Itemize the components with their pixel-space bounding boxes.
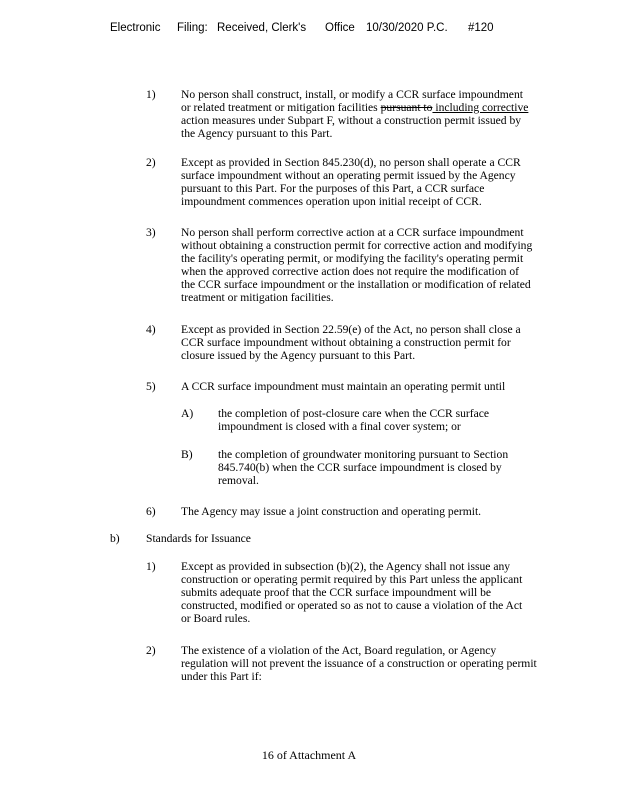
text-line: under this Part if: — [181, 670, 262, 683]
text-line: without obtaining a construction permit for corrective action and modifying — [181, 239, 533, 252]
text-line: the facility's operating permit, or modifying the facility's operating permit — [181, 252, 524, 265]
text-line: construction or operating permit required by this Part unless the applicant — [181, 573, 523, 586]
header-office: Office — [325, 22, 355, 34]
text-line: pursuant to this Part. For the purposes of this Part, a CCR surface — [181, 182, 485, 195]
text-line: closure issued by the Agency pursuant to this Part. — [181, 349, 416, 362]
text-line: 845.740(b) when the CCR surface impoundment is closed by — [218, 461, 502, 474]
paragraph-number: 3) — [146, 226, 156, 239]
text-line — [181, 101, 528, 114]
text-line: Except as provided in Section 845.230(d), no person shall operate a CCR — [181, 156, 521, 169]
text-line: when the approved corrective action does not require the modification of — [181, 265, 520, 278]
paragraph-number: 2) — [146, 644, 156, 657]
text-line: No person shall perform corrective action at a CCR surface impoundment — [181, 226, 524, 239]
text-line: the Agency pursuant to this Part. — [181, 127, 333, 140]
text-line: regulation will not prevent the issuance of a construction or operating permit — [181, 657, 537, 670]
text-line: Except as provided in Section 22.59(e) of the Act, no person shall close a — [181, 323, 521, 336]
text-line: A CCR surface impoundment must maintain an operating permit until — [181, 380, 506, 393]
header-filing: Filing: — [177, 22, 208, 34]
text-line: surface impoundment without an operating permit issued by the Agency — [181, 169, 516, 182]
text-line: the completion of post-closure care when the CCR surface — [218, 407, 490, 420]
inserted-text: including corrective — [432, 101, 529, 114]
paragraph-number: 5) — [146, 380, 156, 393]
text-segment: or related treatment or mitigation facilities — [181, 101, 381, 114]
text-line: the CCR surface impoundment or the installation or modification of related — [181, 278, 531, 291]
text-line: No person shall construct, install, or modify a CCR surface impoundment — [181, 88, 523, 101]
text-line: impoundment is closed with a final cover system; or — [218, 420, 461, 433]
paragraph-number: A) — [181, 407, 194, 420]
text-line: action measures under Subpart F, without a construction permit issued by — [181, 114, 522, 127]
section-title: Standards for Issuance — [146, 532, 251, 545]
section-number: b) — [110, 532, 120, 545]
paragraph-number: B) — [181, 448, 193, 461]
text-line: CCR surface impoundment without obtaining a construction permit for — [181, 336, 511, 349]
header-date: 10/30/2020 P.C. — [366, 22, 448, 34]
paragraph-number: 2) — [146, 156, 156, 169]
text-line: The existence of a violation of the Act, Board regulation, or Agency — [181, 644, 497, 657]
text-line: the completion of groundwater monitoring pursuant to Section — [218, 448, 509, 461]
header-received: Received, Clerk's — [217, 22, 307, 34]
text-line: submits adequate proof that the CCR surface impoundment will be — [181, 586, 492, 599]
paragraph-number: 4) — [146, 323, 156, 336]
page-footer: 16 of Attachment A — [261, 748, 357, 762]
text-line: or Board rules. — [181, 612, 251, 625]
text-line: removal. — [218, 474, 259, 487]
text-line: treatment or mitigation facilities. — [181, 291, 334, 304]
text-line: Except as provided in subsection (b)(2), the Agency shall not issue any — [181, 560, 511, 573]
paragraph-number: 6) — [146, 505, 156, 518]
text-line: impoundment commences operation upon initial receipt of CCR. — [181, 195, 482, 208]
paragraph-number: 1) — [146, 560, 156, 573]
text-line: The Agency may issue a joint construction and operating permit. — [181, 505, 482, 518]
header-number: #120 — [468, 22, 494, 34]
paragraph-number: 1) — [146, 88, 156, 101]
deleted-text: pursuant to — [380, 101, 433, 114]
header-electronic: Electronic — [110, 22, 161, 34]
text-line: constructed, modified or operated so as not to cause a violation of the Act — [181, 599, 523, 612]
